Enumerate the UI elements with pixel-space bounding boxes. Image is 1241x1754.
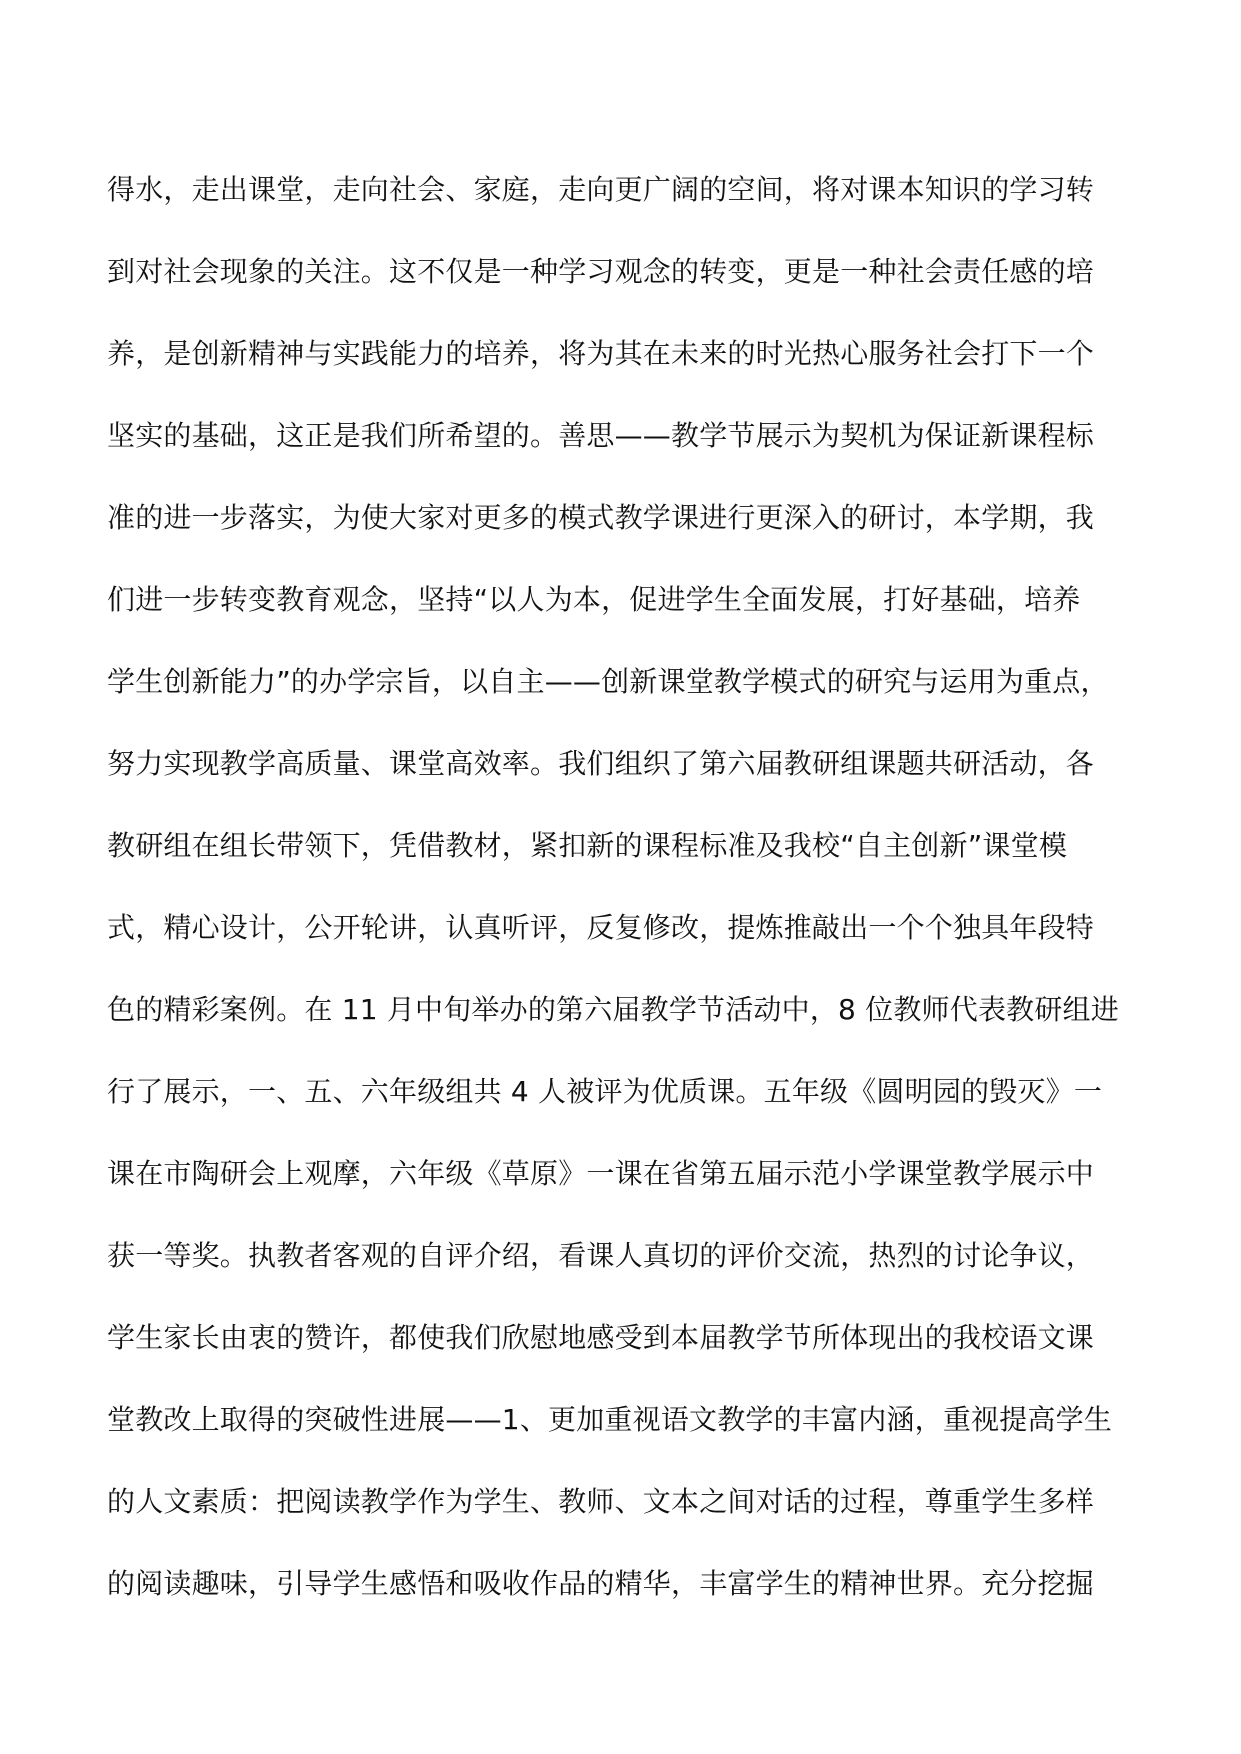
text-line: 努力实现教学高质量、课堂高效率。我们组织了第六届教研组课题共研活动，各 xyxy=(107,747,1095,780)
text-line: 坚实的基础，这正是我们所希望的。善思——教学节展示为契机为保证新课程标 xyxy=(107,419,1095,452)
text-line: 行了展示，一、五、六年级组共 4 人被评为优质课。五年级《圆明园的毁灭》一 xyxy=(107,1075,1103,1108)
text-line: 们进一步转变教育观念，坚持“以人为本，促进学生全面发展，打好基础，培养 xyxy=(107,583,1081,616)
text-line: 教研组在组长带领下，凭借教材，紧扣新的课程标准及我校“自主创新”课堂模 xyxy=(107,829,1068,862)
text-line: 学生家长由衷的赞许，都使我们欣慰地感受到本届教学节所体现出的我校语文课 xyxy=(107,1321,1095,1354)
text-line: 堂教改上取得的突破性进展——1、更加重视语文教学的丰富内涵，重视提高学生 xyxy=(107,1403,1113,1436)
text-line: 获一等奖。执教者客观的自评介绍，看课人真切的评价交流，热烈的讨论争议， xyxy=(107,1239,1095,1272)
text-line: 的阅读趣味，引导学生感悟和吸收作品的精华，丰富学生的精神世界。充分挖掘 xyxy=(107,1567,1095,1600)
text-line: 到对社会现象的关注。这不仅是一种学习观念的转变，更是一种社会责任感的培 xyxy=(107,255,1095,288)
text-line: 式，精心设计，公开轮讲，认真听评，反复修改，提炼推敲出一个个独具年段特 xyxy=(107,911,1095,944)
text-line: 养，是创新精神与实践能力的培养，将为其在未来的时光热心服务社会打下一个 xyxy=(107,337,1095,370)
text-line: 学生创新能力”的办学宗旨，以自主——创新课堂教学模式的研究与运用为重点， xyxy=(107,665,1109,698)
text-line: 准的进一步落实，为使大家对更多的模式教学课进行更深入的研讨，本学期，我 xyxy=(107,501,1095,534)
text-line: 色的精彩案例。在 11 月中旬举办的第六届教学节活动中，8 位教师代表教研组进 xyxy=(107,993,1119,1026)
text-line: 得水，走出课堂，走向社会、家庭，走向更广阔的空间，将对课本知识的学习转 xyxy=(107,173,1095,206)
text-line: 课在市陶研会上观摩，六年级《草原》一课在省第五届示范小学课堂教学展示中 xyxy=(107,1157,1095,1190)
text-line: 的人文素质：把阅读教学作为学生、教师、文本之间对话的过程，尊重学生多样 xyxy=(107,1485,1095,1518)
